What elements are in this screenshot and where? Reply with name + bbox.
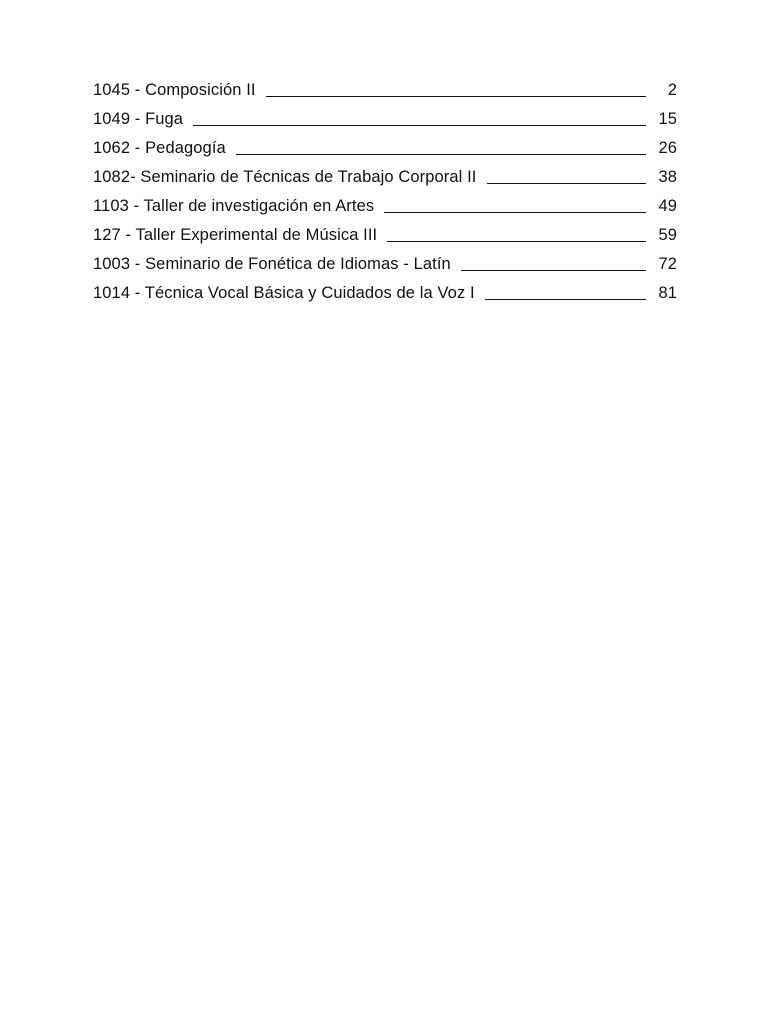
toc-entry-title: 1062 - Pedagogía (93, 139, 226, 157)
toc-entry-title: 1082- Seminario de Técnicas de Trabajo Corporal II (93, 168, 477, 186)
toc-entry-page: 38 (658, 168, 677, 186)
toc-leader-line (266, 96, 646, 97)
toc-entry-page: 26 (658, 139, 677, 157)
toc-entry-page: 81 (658, 284, 677, 302)
toc-entry-title: 1045 - Composición II (93, 81, 256, 99)
toc-entry-title: 1049 - Fuga (93, 110, 184, 128)
toc-entry[interactable] (93, 187, 677, 216)
toc-entry-page: 49 (658, 197, 677, 215)
toc-entry-page: 2 (667, 81, 677, 99)
toc-leader-line (384, 212, 646, 213)
toc-entry-page: 72 (658, 255, 677, 273)
toc-entry-title: 127 - Taller Experimental de Música III (93, 226, 378, 244)
toc-entry[interactable] (93, 158, 677, 187)
toc-entry[interactable] (93, 245, 677, 274)
toc-leader-line (487, 183, 647, 184)
toc-leader-line (236, 154, 646, 155)
toc-entry[interactable] (93, 274, 677, 303)
table-of-contents (93, 71, 677, 303)
toc-leader-line (485, 299, 646, 300)
toc-entry-title: 1014 - Técnica Vocal Básica y Cuidados de la Voz I (93, 284, 475, 302)
toc-entry[interactable] (93, 71, 677, 100)
toc-entry[interactable] (93, 129, 677, 158)
toc-leader-line (461, 270, 646, 271)
toc-entry-title: 1103 - Taller de investigación en Artes (93, 197, 375, 215)
toc-entry-title: 1003 - Seminario de Fonética de Idiomas - Latín (93, 255, 451, 273)
toc-entry[interactable] (93, 216, 677, 245)
toc-entry-page: 59 (658, 226, 677, 244)
toc-leader-line (193, 125, 646, 126)
toc-leader-line (387, 241, 646, 242)
toc-entry[interactable] (93, 100, 677, 129)
toc-entry-page: 15 (658, 110, 677, 128)
